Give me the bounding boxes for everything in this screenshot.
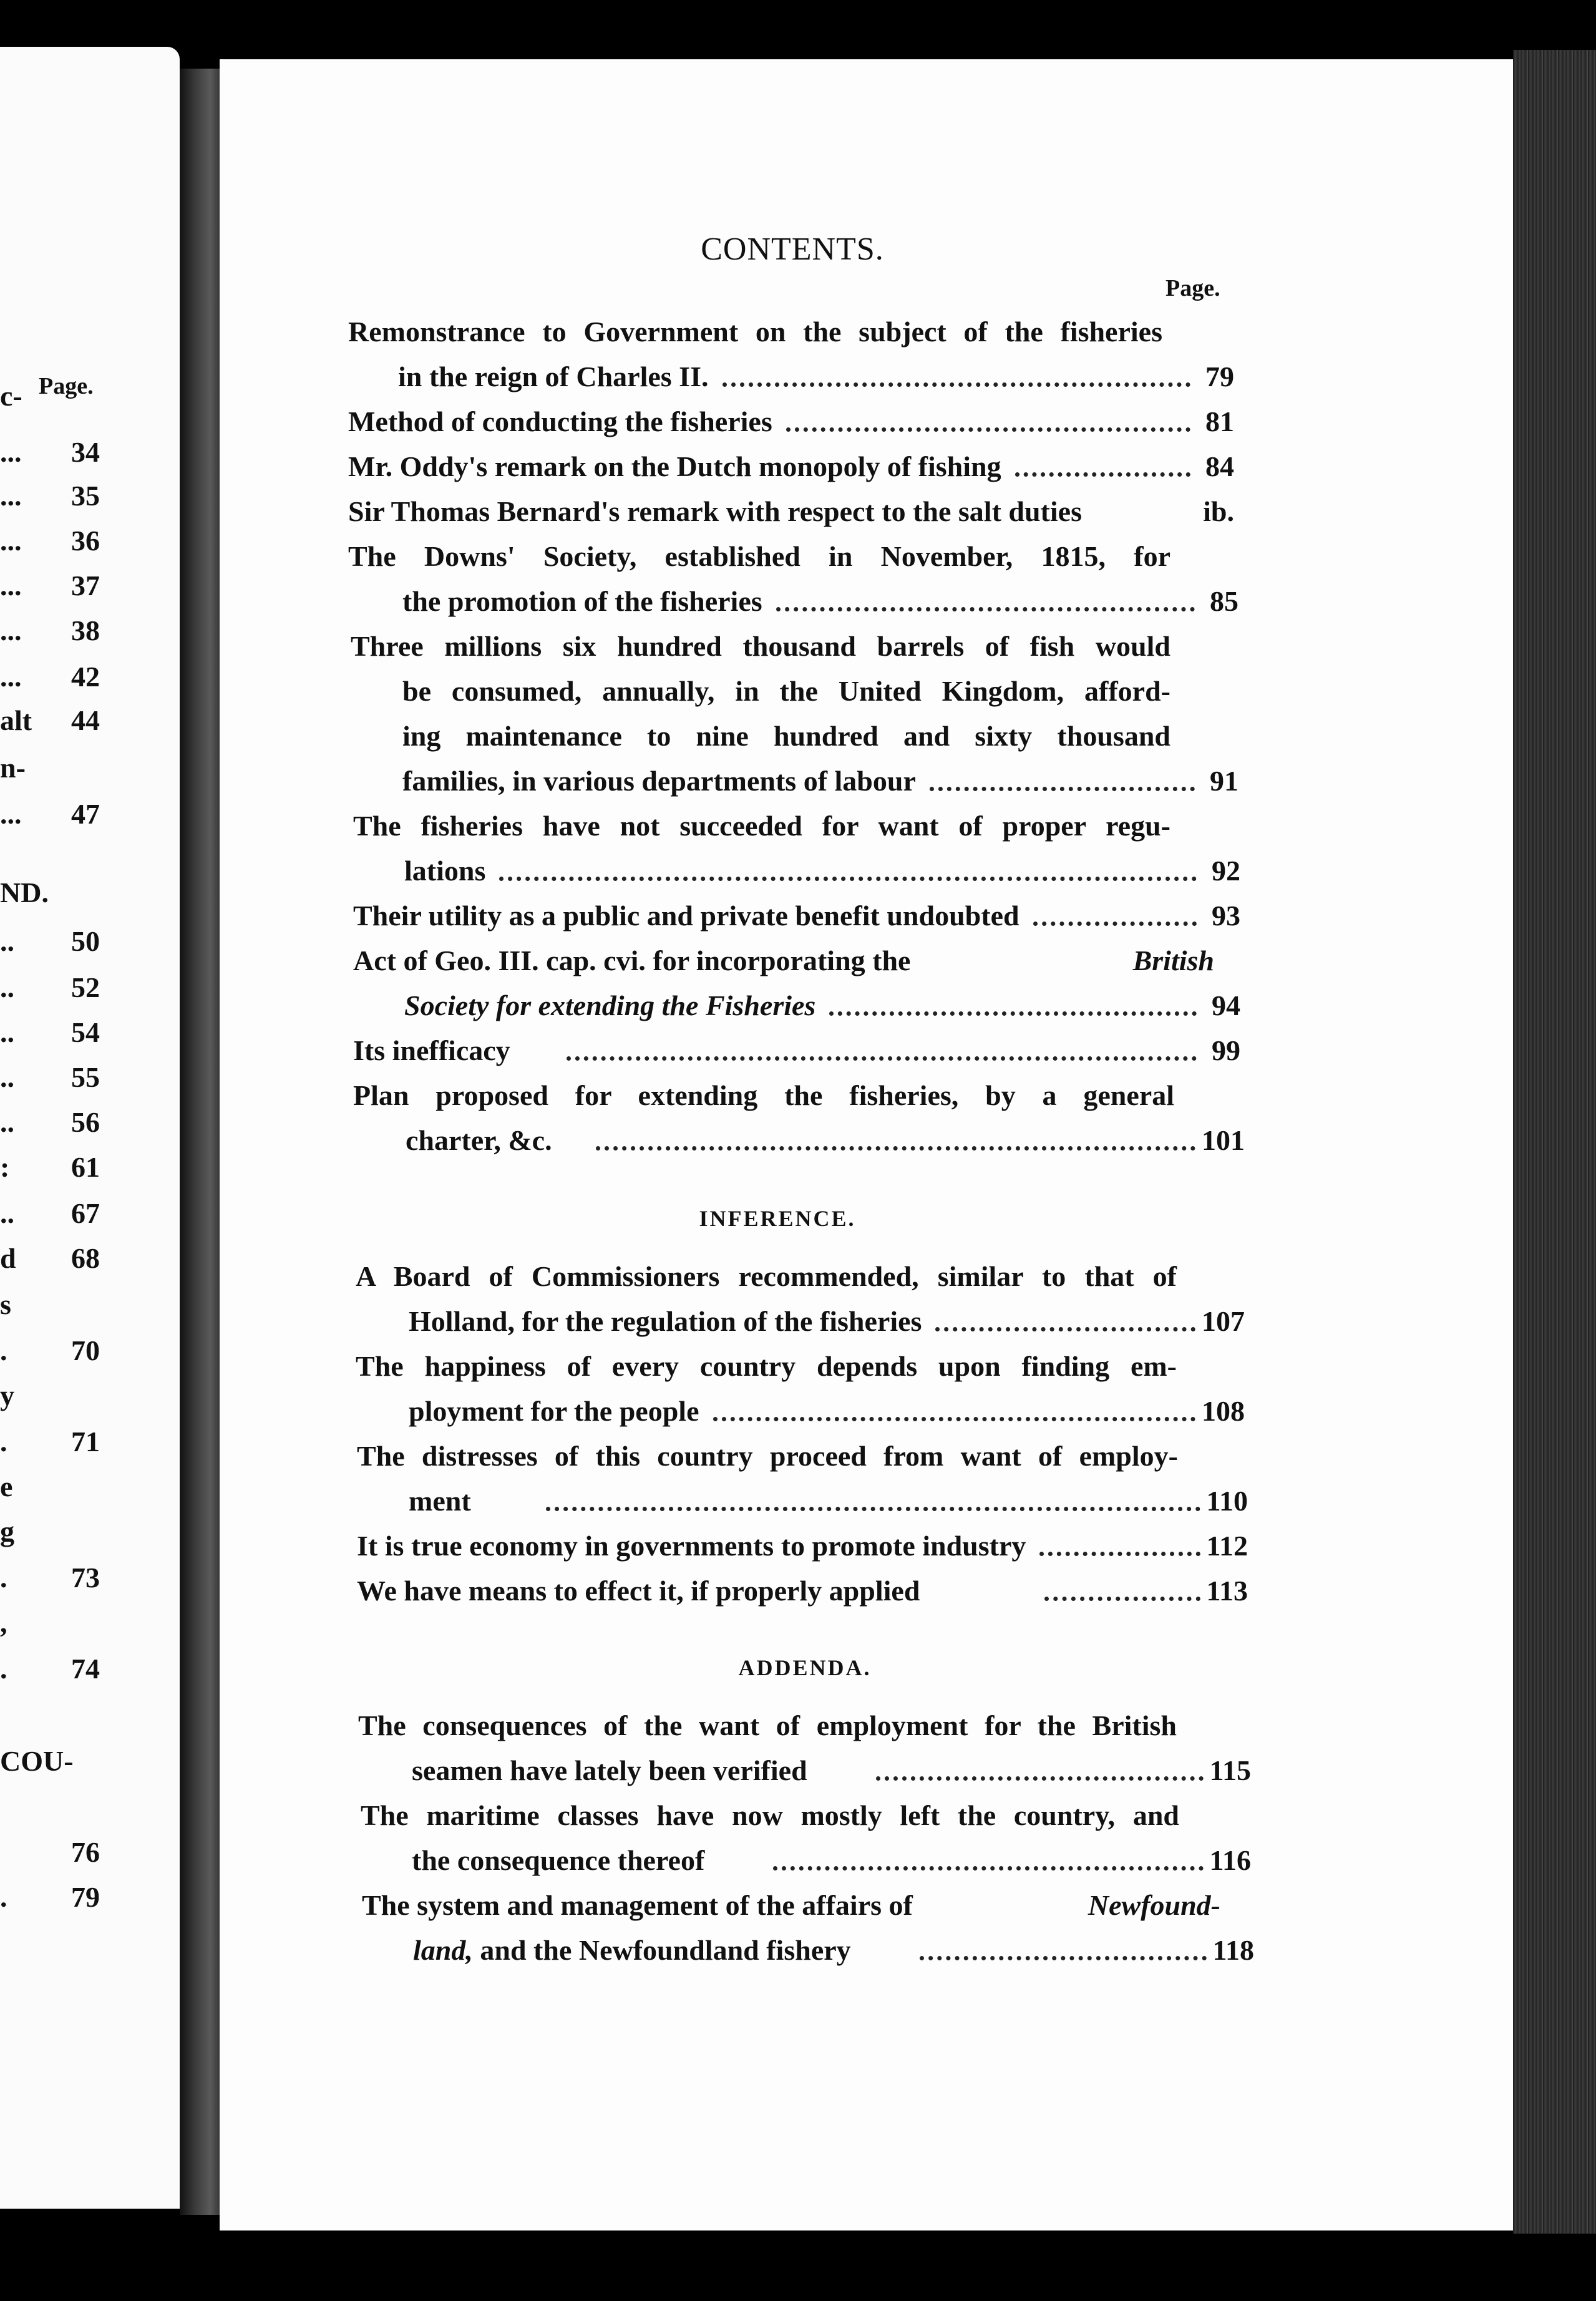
toc-entry-line: in the reign of Charles II. 79 bbox=[398, 354, 1234, 399]
toc-entry-line: ployment for the people 108 bbox=[409, 1389, 1245, 1434]
left-line-page-number: 74 bbox=[71, 1653, 100, 1685]
left-page-line bbox=[0, 431, 100, 474]
toc-entry-line: the promotion of the fisheries 85 bbox=[402, 579, 1238, 624]
toc-page-number: 118 bbox=[1212, 1934, 1254, 1966]
page-title: CONTENTS. bbox=[701, 231, 884, 267]
toc-page-number: 84 bbox=[1205, 450, 1234, 482]
left-line-fragment: .. bbox=[0, 1197, 14, 1229]
toc-entry-line: Act of Geo. III. cap. cvi. for incorporating the British bbox=[353, 945, 1214, 976]
toc-entry-line: Plan proposed for extending the fisheries, by a general bbox=[353, 1079, 1174, 1111]
left-line-fragment: . bbox=[0, 1426, 7, 1457]
left-line-fragment: g bbox=[0, 1515, 14, 1547]
left-line-fragment: COU- bbox=[0, 1745, 74, 1777]
page-edges bbox=[1513, 50, 1596, 2234]
left-line-fragment: : bbox=[0, 1151, 10, 1183]
toc-entry-line: the consequence thereof 116 bbox=[412, 1838, 1251, 1883]
toc-page-number: 101 bbox=[1202, 1124, 1245, 1156]
toc-entry-line: be consumed, annually, in the United Kingdom, afford- bbox=[402, 675, 1170, 707]
left-page-line bbox=[0, 1420, 100, 1464]
toc-entry-line: The Downs' Society, established in November, 1815, for bbox=[348, 540, 1170, 572]
left-page-line bbox=[0, 1875, 100, 1919]
toc-entry-line: The fisheries have not succeeded for want of proper regu- bbox=[353, 810, 1170, 842]
left-page-line bbox=[0, 1601, 100, 1645]
left-line-fragment: s bbox=[0, 1288, 11, 1320]
toc-page-number: 99 bbox=[1212, 1034, 1240, 1066]
left-line-page-number: 61 bbox=[71, 1151, 100, 1183]
left-line-fragment: ... bbox=[0, 525, 22, 557]
left-page-line bbox=[0, 519, 100, 563]
left-page-line bbox=[0, 1831, 100, 1874]
left-line-fragment: ... bbox=[0, 798, 22, 830]
page-column-label: Page. bbox=[1165, 275, 1220, 301]
toc-page-number: ib. bbox=[1203, 495, 1234, 527]
left-line-page-number: 47 bbox=[71, 798, 100, 830]
previous-page bbox=[0, 47, 180, 2209]
section-heading-addenda: ADDENDA. bbox=[738, 1655, 872, 1680]
left-page-line bbox=[0, 920, 100, 963]
toc-entry-line: The system and management of the affairs of Newfound- bbox=[362, 1889, 1220, 1921]
toc-page-number: 112 bbox=[1206, 1530, 1248, 1562]
left-line-fragment: ND. bbox=[0, 877, 49, 908]
left-page-line bbox=[0, 1510, 100, 1554]
toc-entry-line: Mr. Oddy's remark on the Dutch monopoly of fishing 84 bbox=[348, 444, 1234, 489]
left-page-line bbox=[0, 1237, 100, 1280]
left-page-line bbox=[0, 1556, 100, 1600]
toc-page-number: 94 bbox=[1212, 990, 1240, 1021]
left-line-fragment: ... bbox=[0, 436, 22, 468]
toc-entry-line: The consequences of the want of employment for the British bbox=[358, 1710, 1177, 1741]
toc-page-number: 92 bbox=[1212, 855, 1240, 887]
left-line-page-number: 68 bbox=[71, 1242, 100, 1274]
left-page-line bbox=[0, 1329, 100, 1373]
left-line-fragment: c- bbox=[0, 380, 22, 412]
left-page-line bbox=[0, 474, 100, 518]
left-page-line bbox=[0, 699, 100, 742]
toc-entry-line: A Board of Commissioners recommended, similar to that of bbox=[356, 1260, 1177, 1292]
toc-page-number: 91 bbox=[1210, 765, 1238, 797]
left-page-line bbox=[0, 655, 100, 699]
left-line-page-number: 73 bbox=[71, 1562, 100, 1593]
toc-entry-line: We have means to effect it, if properly applied 113 bbox=[357, 1569, 1248, 1613]
toc-entry-line: charter, &c. 101 bbox=[406, 1118, 1245, 1163]
toc-page-number: 116 bbox=[1209, 1844, 1251, 1876]
left-line-page-number: 70 bbox=[71, 1335, 100, 1366]
toc-entry-line: Sir Thomas Bernard's remark with respect to the salt duties ib. bbox=[348, 489, 1234, 534]
left-page-line bbox=[0, 1011, 100, 1054]
left-line-page-number: 38 bbox=[71, 615, 100, 646]
left-line-fragment: n- bbox=[0, 752, 26, 784]
left-line-page-number: 71 bbox=[71, 1426, 100, 1457]
left-line-page-number: 76 bbox=[71, 1836, 100, 1868]
left-page-line bbox=[0, 1465, 100, 1509]
left-line-fragment: .. bbox=[0, 971, 14, 1003]
left-line-page-number: 79 bbox=[71, 1881, 100, 1913]
left-line-fragment: . bbox=[0, 1562, 7, 1593]
left-line-page-number: 42 bbox=[71, 661, 100, 693]
section-heading-inference: INFERENCE. bbox=[699, 1206, 856, 1231]
left-line-fragment: .. bbox=[0, 1106, 14, 1138]
toc-entry-line: The maritime classes have now mostly left the country, and bbox=[361, 1799, 1179, 1831]
toc-page-number: 81 bbox=[1205, 406, 1234, 437]
toc-page-number: 110 bbox=[1206, 1485, 1248, 1517]
toc-entry-line: Society for extending the Fisheries 94 bbox=[404, 983, 1240, 1028]
toc-entry-line: seamen have lately been verified 115 bbox=[412, 1748, 1251, 1793]
toc-page-number: 85 bbox=[1210, 585, 1238, 617]
left-page-line bbox=[0, 966, 100, 1009]
left-page-line bbox=[0, 609, 100, 653]
left-page-line bbox=[0, 1739, 100, 1783]
left-page-line bbox=[0, 1283, 100, 1326]
toc-page-number: 113 bbox=[1206, 1575, 1248, 1607]
left-line-fragment: y bbox=[0, 1379, 14, 1411]
left-page-line bbox=[0, 1056, 100, 1099]
left-line-fragment: .. bbox=[0, 1061, 14, 1093]
left-line-fragment: d bbox=[0, 1242, 16, 1274]
toc-entry-line: Three millions six hundred thousand barrels of fish would bbox=[351, 630, 1170, 662]
left-page-line bbox=[0, 374, 100, 418]
toc-entry-line: land, and the Newfoundland fishery 118 bbox=[413, 1928, 1254, 1973]
toc-entry-line: lations 92 bbox=[404, 849, 1240, 893]
left-line-page-number: 34 bbox=[71, 436, 100, 468]
left-line-page-number: 50 bbox=[71, 925, 100, 957]
left-line-fragment: ... bbox=[0, 661, 22, 693]
left-page-label: Page. bbox=[39, 373, 94, 399]
left-page-line bbox=[0, 1192, 100, 1235]
left-line-page-number: 37 bbox=[71, 570, 100, 601]
toc-entry-line: Holland, for the regulation of the fisheries 107 bbox=[409, 1299, 1245, 1344]
left-line-page-number: 35 bbox=[71, 480, 100, 512]
left-line-page-number: 54 bbox=[71, 1016, 100, 1048]
left-line-fragment: , bbox=[0, 1607, 7, 1638]
left-line-fragment: .. bbox=[0, 925, 14, 957]
left-line-fragment: .. bbox=[0, 1016, 14, 1048]
toc-page-number: 107 bbox=[1202, 1305, 1245, 1337]
left-line-fragment: e bbox=[0, 1471, 13, 1502]
toc-entry-line: It is true economy in governments to promote industry 112 bbox=[357, 1524, 1248, 1569]
left-line-page-number: 67 bbox=[71, 1197, 100, 1229]
toc-entry-line: Method of conducting the fisheries 81 bbox=[348, 399, 1234, 444]
book-gutter bbox=[180, 69, 223, 2215]
toc-entry-text: and the Newfoundland fishery bbox=[480, 1934, 851, 1966]
left-line-fragment: . bbox=[0, 1653, 7, 1685]
toc-entry-line: Remonstrance to Government on the subject of the fisheries bbox=[348, 316, 1162, 348]
left-line-fragment: ... bbox=[0, 480, 22, 512]
left-page-line bbox=[0, 1146, 100, 1189]
left-page-line bbox=[0, 1374, 100, 1418]
left-line-fragment: ... bbox=[0, 615, 22, 646]
left-line-page-number: 44 bbox=[71, 704, 100, 736]
left-page-line bbox=[0, 1647, 100, 1691]
toc-page-number: 79 bbox=[1205, 361, 1234, 392]
left-page-line bbox=[0, 1101, 100, 1144]
toc-page-number: 108 bbox=[1202, 1395, 1245, 1427]
toc-entry-line: The happiness of every country depends upon finding em- bbox=[356, 1350, 1177, 1382]
left-line-fragment: ... bbox=[0, 570, 22, 601]
left-line-fragment: alt bbox=[0, 704, 32, 736]
left-page-line bbox=[0, 871, 100, 915]
toc-page-number: 115 bbox=[1209, 1754, 1251, 1786]
left-page-line bbox=[0, 564, 100, 608]
toc-page-number: 93 bbox=[1212, 900, 1240, 932]
left-line-page-number: 56 bbox=[71, 1106, 100, 1138]
left-page-line bbox=[0, 746, 100, 790]
left-line-fragment: . bbox=[0, 1881, 7, 1913]
toc-entry-line: ing maintenance to nine hundred and sixty thousand bbox=[402, 720, 1170, 752]
toc-entry-line: ment 110 bbox=[409, 1479, 1248, 1524]
left-line-fragment: . bbox=[0, 1335, 7, 1366]
left-line-page-number: 55 bbox=[71, 1061, 100, 1093]
left-page-line bbox=[0, 792, 100, 836]
left-line-page-number: 52 bbox=[71, 971, 100, 1003]
toc-entry-line: The distresses of this country proceed from want of employ- bbox=[357, 1440, 1178, 1472]
toc-entry-line: Its inefficacy 99 bbox=[353, 1028, 1240, 1073]
left-line-page-number: 36 bbox=[71, 525, 100, 557]
toc-entry-line: families, in various departments of labour 91 bbox=[402, 759, 1238, 804]
toc-entry-line: Their utility as a public and private benefit undoubted 93 bbox=[353, 893, 1240, 938]
